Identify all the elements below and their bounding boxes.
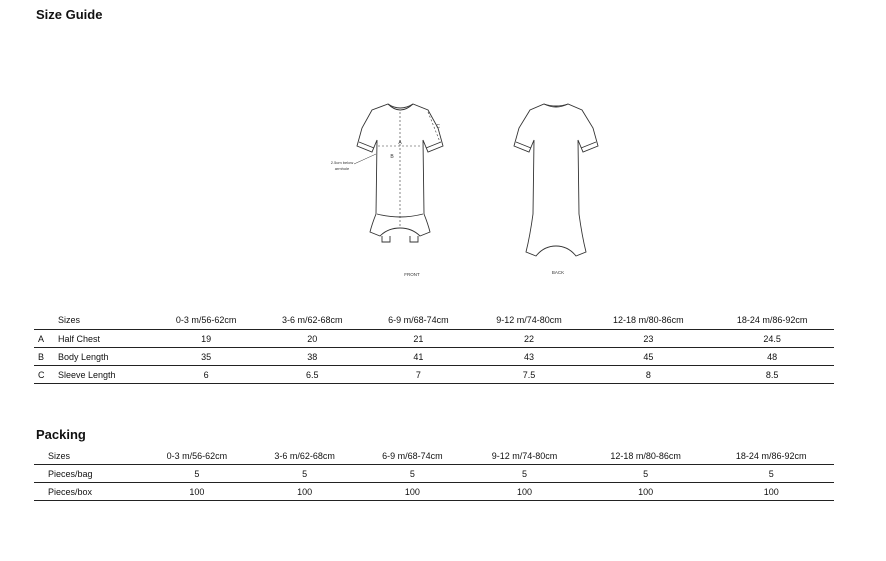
- table-cell: 24.5: [710, 330, 834, 348]
- table-cell: 8.5: [710, 366, 834, 384]
- table-row: [34, 330, 834, 348]
- size-col-header: 12-18 m/80-86cm: [610, 450, 681, 461]
- table-cell: 48: [710, 348, 834, 366]
- bodysuit-diagram: [320, 96, 620, 286]
- size-col-header: 9-12 m/74-80cm: [496, 314, 562, 325]
- size-table-header: [34, 310, 834, 330]
- table-cell: 20: [259, 330, 365, 348]
- row-label: Half Chest: [58, 330, 153, 348]
- table-cell: 100: [466, 483, 583, 501]
- table-cell: 41: [365, 348, 471, 366]
- size-col-header: 6-9 m/68-74cm: [388, 314, 449, 325]
- size-header-label: Sizes: [58, 314, 81, 325]
- packing-header-label: Sizes: [48, 450, 71, 461]
- table-cell: 6.5: [259, 366, 365, 384]
- table-cell: 5: [708, 465, 834, 483]
- table-cell: 23: [586, 330, 710, 348]
- table-cell: 8: [586, 366, 710, 384]
- table-cell: 5: [583, 465, 709, 483]
- packing-table-header: [34, 447, 834, 465]
- table-cell: 5: [143, 465, 251, 483]
- row-label: Pieces/box: [34, 483, 143, 501]
- table-cell: 7.5: [472, 366, 587, 384]
- page-title: Size Guide: [36, 7, 103, 22]
- size-col-header: 12-18 m/80-86cm: [613, 314, 684, 325]
- size-col-header: 0-3 m/56-62cm: [175, 314, 237, 325]
- row-label: Pieces/bag: [34, 465, 143, 483]
- size-col-header: 6-9 m/68-74cm: [382, 450, 443, 461]
- table-cell: 100: [708, 483, 834, 501]
- packing-table: [34, 447, 834, 501]
- size-col-header: 0-3 m/56-62cm: [166, 450, 228, 461]
- size-col-header: 18-24 m/86-92cm: [735, 450, 807, 461]
- table-row: [34, 483, 834, 501]
- table-cell: 38: [259, 348, 365, 366]
- table-cell: 6: [153, 366, 259, 384]
- table-cell: 5: [251, 465, 359, 483]
- measure-label-a: A: [398, 140, 402, 146]
- row-letter: C: [34, 366, 58, 384]
- table-cell: 5: [358, 465, 466, 483]
- table-cell: 19: [153, 330, 259, 348]
- size-col-header: 9-12 m/74-80cm: [491, 450, 558, 461]
- annotation-line-2: armhole: [334, 166, 350, 171]
- table-row: [34, 465, 834, 483]
- table-cell: 21: [365, 330, 471, 348]
- row-letter: B: [34, 348, 58, 366]
- table-cell: 22: [472, 330, 587, 348]
- table-cell: 100: [143, 483, 251, 501]
- row-label: Body Length: [58, 348, 153, 366]
- packing-title: Packing: [36, 427, 86, 442]
- size-col-header: 3-6 m/62-68cm: [281, 314, 343, 325]
- back-bodysuit-illustration: [514, 104, 598, 256]
- table-cell: 100: [251, 483, 359, 501]
- table-row: [34, 348, 834, 366]
- table-cell: 7: [365, 366, 471, 384]
- table-cell: 45: [586, 348, 710, 366]
- table-cell: 43: [472, 348, 587, 366]
- measure-label-c: C: [436, 124, 440, 130]
- measure-label-b: B: [390, 154, 394, 160]
- table-cell: 35: [153, 348, 259, 366]
- size-col-header: 18-24 m/86-92cm: [736, 314, 808, 325]
- size-col-header: 3-6 m/62-68cm: [274, 450, 335, 461]
- size-table: [34, 310, 834, 384]
- table-cell: 100: [583, 483, 709, 501]
- front-bodysuit-illustration: [357, 104, 443, 242]
- back-label: BACK: [551, 270, 565, 275]
- table-row: [34, 366, 834, 384]
- annotation-line-1: 2.5cm below: [330, 160, 354, 165]
- row-letter: A: [34, 330, 58, 348]
- table-cell: 5: [466, 465, 583, 483]
- row-label: Sleeve Length: [58, 366, 153, 384]
- table-cell: 100: [358, 483, 466, 501]
- front-label: FRONT: [404, 272, 420, 277]
